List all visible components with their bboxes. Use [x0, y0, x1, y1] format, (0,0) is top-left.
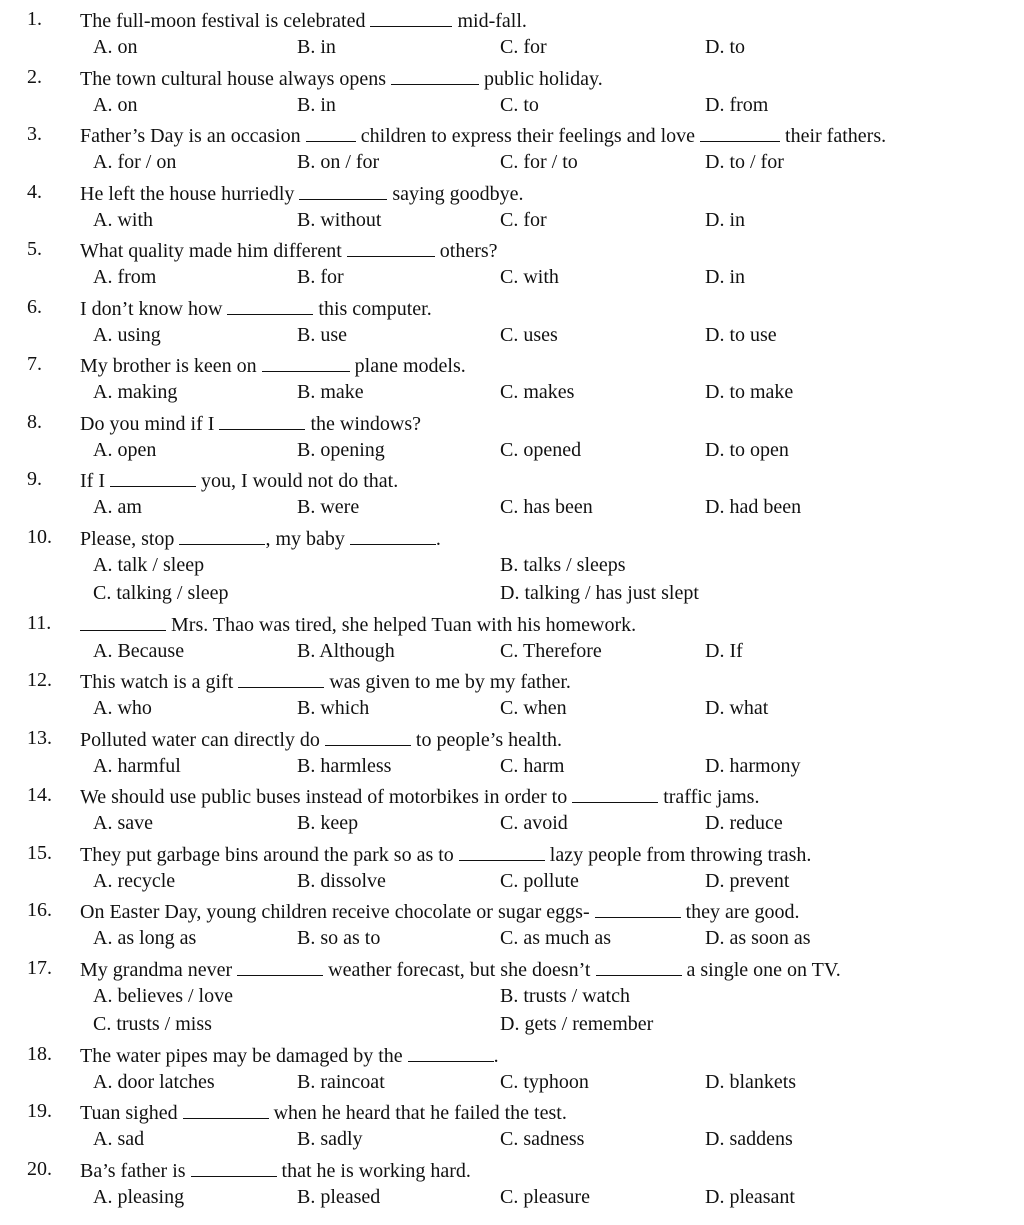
answer-blank[interactable] — [595, 897, 681, 918]
answer-blank[interactable] — [350, 524, 436, 545]
option-d[interactable]: D. in — [705, 266, 745, 288]
option-a[interactable]: A. sad — [93, 1128, 145, 1150]
question-number: 13. — [27, 726, 52, 749]
question-8 — [0, 407, 1024, 465]
question-4 — [0, 177, 1024, 235]
answer-blank[interactable] — [227, 294, 313, 315]
option-d[interactable]: D. gets / remember — [500, 1012, 654, 1035]
question-number: 15. — [27, 841, 52, 864]
question-stem — [80, 1041, 499, 1069]
option-b[interactable]: B. pleased — [297, 1185, 381, 1208]
answer-blank[interactable] — [370, 6, 452, 27]
answer-blank[interactable] — [306, 121, 356, 142]
question-number: 20. — [27, 1157, 52, 1180]
question-stem — [80, 64, 603, 92]
option-b[interactable]: B. harmless — [297, 754, 392, 777]
stem-text: mid-fall. — [452, 10, 527, 32]
option-b[interactable]: B. sadly — [297, 1128, 363, 1150]
option-c[interactable]: C. has been — [500, 496, 593, 518]
stem-text: Polluted water can directly do — [80, 728, 325, 751]
question-stem — [80, 351, 466, 379]
question-1 — [0, 4, 1024, 62]
question-stem — [80, 897, 799, 925]
option-c[interactable]: C. for — [500, 36, 547, 58]
question-number: 11. — [27, 611, 52, 634]
option-a[interactable]: A. pleasing — [93, 1185, 185, 1208]
stem-text: . — [435, 527, 441, 550]
question-7 — [0, 349, 1024, 407]
question-number: 10. — [27, 525, 52, 548]
answer-blank[interactable] — [179, 524, 265, 545]
stem-text: others? — [434, 240, 498, 262]
question-stem — [80, 524, 441, 552]
option-d[interactable]: D. prevent — [705, 869, 790, 892]
stem-text: He left the house hurriedly — [80, 182, 300, 205]
stem-text: they are good. — [680, 901, 800, 923]
stem-text: If I — [80, 470, 110, 492]
question-17 — [0, 953, 1024, 1035]
stem-text: We should use public buses instead of motorbikes in order to — [80, 786, 573, 808]
question-stem — [80, 667, 571, 695]
stem-text: What quality made him different — [80, 240, 347, 262]
option-d[interactable]: D. saddens — [705, 1128, 793, 1150]
stem-text: plane models. — [349, 355, 466, 377]
question-stem — [80, 725, 562, 753]
question-18 — [0, 1039, 1024, 1097]
stem-text: I don’t know how — [80, 297, 228, 320]
option-b[interactable]: B. Although — [297, 639, 395, 662]
stem-text: children to express their feelings and love — [355, 125, 701, 147]
option-a[interactable]: A. from — [93, 266, 157, 288]
question-11 — [0, 608, 1024, 666]
option-a[interactable]: A. harmful — [93, 754, 181, 777]
option-b[interactable]: B. trusts / watch — [500, 984, 630, 1007]
question-2 — [0, 62, 1024, 120]
stem-text: public holiday. — [479, 67, 603, 90]
question-number: 12. — [27, 669, 52, 691]
question-stem — [80, 179, 523, 207]
option-a[interactable]: A. open — [93, 438, 157, 461]
stem-text: Father’s Day is an occasion — [80, 125, 306, 147]
answer-blank[interactable] — [700, 121, 780, 142]
question-number: 18. — [27, 1042, 52, 1065]
option-d[interactable]: D. blankets — [705, 1070, 797, 1093]
question-stem — [80, 294, 432, 322]
stem-text: when he heard that he failed the test. — [268, 1102, 567, 1124]
question-number: 2. — [27, 65, 42, 88]
option-b[interactable]: B. so as to — [297, 927, 381, 949]
question-3 — [0, 119, 1024, 177]
option-a[interactable]: A. door latches — [93, 1070, 215, 1093]
question-stem — [80, 6, 527, 34]
option-b[interactable]: B. dissolve — [297, 869, 386, 892]
option-c[interactable]: C. avoid — [500, 812, 568, 834]
option-c[interactable]: C. to — [500, 93, 539, 116]
answer-blank[interactable] — [325, 725, 411, 746]
option-b[interactable]: B. were — [297, 496, 360, 518]
question-number: 5. — [27, 238, 42, 260]
question-13 — [0, 723, 1024, 781]
stem-text: weather forecast, but she doesn’t — [323, 958, 596, 981]
option-d[interactable]: D. talking / has just slept — [500, 581, 699, 604]
question-12 — [0, 665, 1024, 723]
option-b[interactable]: B. in — [297, 36, 336, 58]
option-a[interactable]: A. believes / love — [93, 984, 233, 1007]
stem-text: This watch is a gift — [80, 671, 239, 693]
stem-text: Mrs. Thao was tired, she helped Tuan with his homework. — [166, 613, 637, 636]
question-number: 6. — [27, 295, 42, 318]
question-10 — [0, 522, 1024, 604]
option-c[interactable]: C. for / to — [500, 151, 578, 173]
option-b[interactable]: B. raincoat — [297, 1070, 385, 1093]
question-stem — [80, 236, 498, 264]
option-a[interactable]: A. who — [93, 697, 152, 719]
option-c[interactable]: C. with — [500, 266, 559, 288]
question-19 — [0, 1096, 1024, 1154]
stem-text: Ba’s father is — [80, 1159, 191, 1182]
stem-text: The town cultural house always opens — [80, 67, 392, 90]
answer-blank[interactable] — [80, 610, 166, 631]
question-stem — [80, 955, 841, 983]
option-b[interactable]: B. which — [297, 697, 370, 719]
answer-blank[interactable] — [191, 1156, 277, 1177]
stem-text: . — [493, 1044, 499, 1067]
option-a[interactable]: A. as long as — [93, 927, 197, 949]
option-b[interactable]: B. without — [297, 208, 382, 231]
stem-text: a single one on TV. — [681, 958, 841, 981]
option-a[interactable]: A. Because — [93, 639, 185, 662]
stem-text: They put garbage bins around the park so as to — [80, 843, 459, 866]
answer-blank[interactable] — [183, 1098, 269, 1119]
stem-text: was given to me by my father. — [324, 671, 571, 693]
question-5 — [0, 234, 1024, 292]
option-d[interactable]: D. to open — [705, 438, 789, 461]
option-c[interactable]: C. makes — [500, 381, 575, 403]
answer-blank[interactable] — [219, 409, 305, 430]
question-stem — [80, 466, 398, 494]
option-b[interactable]: B. talks / sleeps — [500, 553, 626, 576]
option-d[interactable]: D. in — [705, 208, 745, 231]
question-number: 16. — [27, 899, 52, 921]
question-number: 3. — [27, 123, 42, 145]
option-d[interactable]: D. from — [705, 93, 769, 116]
option-a[interactable]: A. for / on — [93, 151, 177, 173]
option-c[interactable]: C. trusts / miss — [93, 1012, 212, 1035]
answer-blank[interactable] — [347, 236, 435, 257]
option-d[interactable]: D. reduce — [705, 812, 783, 834]
option-d[interactable]: D. as soon as — [705, 927, 811, 949]
stem-text: to people’s health. — [410, 728, 562, 751]
question-15 — [0, 838, 1024, 896]
stem-text: Do you mind if I — [80, 412, 220, 435]
option-d[interactable]: D. to use — [705, 323, 777, 346]
option-c[interactable]: C. pleasure — [500, 1185, 590, 1208]
answer-blank[interactable] — [238, 667, 324, 688]
option-a[interactable]: A. talk / sleep — [93, 553, 205, 576]
option-a[interactable]: A. recycle — [93, 869, 176, 892]
option-a[interactable]: A. making — [93, 381, 178, 403]
question-stem — [80, 121, 886, 149]
stem-text: saying goodbye. — [387, 182, 524, 205]
option-b[interactable]: B. for — [297, 266, 344, 288]
stem-text: their fathers. — [780, 125, 887, 147]
answer-blank[interactable] — [459, 840, 545, 861]
answer-blank[interactable] — [391, 64, 479, 85]
stem-text: Please, stop — [80, 527, 180, 550]
stem-text: lazy people from throwing trash. — [544, 843, 812, 866]
option-c[interactable]: C. for — [500, 208, 547, 231]
question-number: 7. — [27, 353, 42, 375]
question-stem — [80, 1098, 567, 1126]
stem-text: My brother is keen on — [80, 355, 262, 377]
option-a[interactable]: A. with — [93, 208, 153, 231]
question-stem — [80, 1156, 471, 1184]
option-b[interactable]: B. make — [297, 381, 364, 403]
option-a[interactable]: A. save — [93, 812, 153, 834]
answer-blank[interactable] — [237, 955, 323, 976]
option-b[interactable]: B. opening — [297, 438, 385, 461]
option-b[interactable]: B. keep — [297, 812, 359, 834]
option-c[interactable]: C. pollute — [500, 869, 579, 892]
question-20 — [0, 1154, 1024, 1212]
option-c[interactable]: C. talking / sleep — [93, 581, 229, 604]
question-stem — [80, 610, 636, 638]
option-c[interactable]: C. uses — [500, 323, 558, 346]
option-c[interactable]: C. harm — [500, 754, 565, 777]
stem-text: this computer. — [313, 297, 432, 320]
question-14 — [0, 780, 1024, 838]
answer-blank[interactable] — [596, 955, 682, 976]
question-number: 9. — [27, 468, 42, 490]
answer-blank[interactable] — [262, 351, 350, 372]
option-b[interactable]: B. in — [297, 93, 336, 116]
question-number: 17. — [27, 956, 52, 979]
stem-text: The water pipes may be damaged by the — [80, 1044, 408, 1067]
answer-blank[interactable] — [572, 782, 658, 803]
question-number: 1. — [27, 8, 42, 30]
stem-text: On Easter Day, young children receive chocolate or sugar eggs- — [80, 901, 595, 923]
question-stem — [80, 782, 759, 810]
stem-text: Tuan sighed — [80, 1102, 183, 1124]
option-d[interactable]: D. harmony — [705, 754, 801, 777]
question-16 — [0, 895, 1024, 953]
answer-blank[interactable] — [110, 466, 196, 487]
stem-text: My grandma never — [80, 958, 238, 981]
option-d[interactable]: D. to — [705, 36, 745, 58]
option-b[interactable]: B. use — [297, 323, 347, 346]
option-b[interactable]: B. on / for — [297, 151, 380, 173]
stem-text: , my baby — [265, 527, 350, 550]
option-d[interactable]: D. had been — [705, 496, 802, 518]
option-c[interactable]: C. Therefore — [500, 639, 602, 662]
option-a[interactable]: A. on — [93, 93, 138, 116]
question-number: 14. — [27, 784, 52, 806]
stem-text: that he is working hard. — [276, 1159, 471, 1182]
question-number: 4. — [27, 180, 42, 203]
answer-blank[interactable] — [299, 179, 387, 200]
option-a[interactable]: A. using — [93, 323, 161, 346]
stem-text: the windows? — [305, 412, 421, 435]
stem-text: you, I would not do that. — [195, 470, 399, 492]
question-6 — [0, 292, 1024, 350]
question-stem — [80, 840, 811, 868]
option-d[interactable]: D. If — [705, 639, 743, 662]
option-c[interactable]: C. opened — [500, 438, 582, 461]
option-d[interactable]: D. to / for — [705, 151, 784, 173]
question-number: 8. — [27, 410, 42, 433]
question-number: 19. — [27, 1100, 52, 1122]
option-a[interactable]: A. am — [93, 496, 142, 518]
stem-text: traffic jams. — [658, 786, 760, 808]
option-a[interactable]: A. on — [93, 36, 138, 58]
stem-text: The full-moon festival is celebrated — [80, 10, 371, 32]
question-9 — [0, 464, 1024, 522]
option-d[interactable]: D. pleasant — [705, 1185, 795, 1208]
option-d[interactable]: D. what — [705, 697, 769, 719]
option-d[interactable]: D. to make — [705, 381, 794, 403]
option-c[interactable]: C. typhoon — [500, 1070, 589, 1093]
answer-blank[interactable] — [408, 1041, 494, 1062]
question-stem — [80, 409, 421, 437]
option-c[interactable]: C. when — [500, 697, 567, 719]
option-c[interactable]: C. sadness — [500, 1128, 585, 1150]
option-c[interactable]: C. as much as — [500, 927, 612, 949]
